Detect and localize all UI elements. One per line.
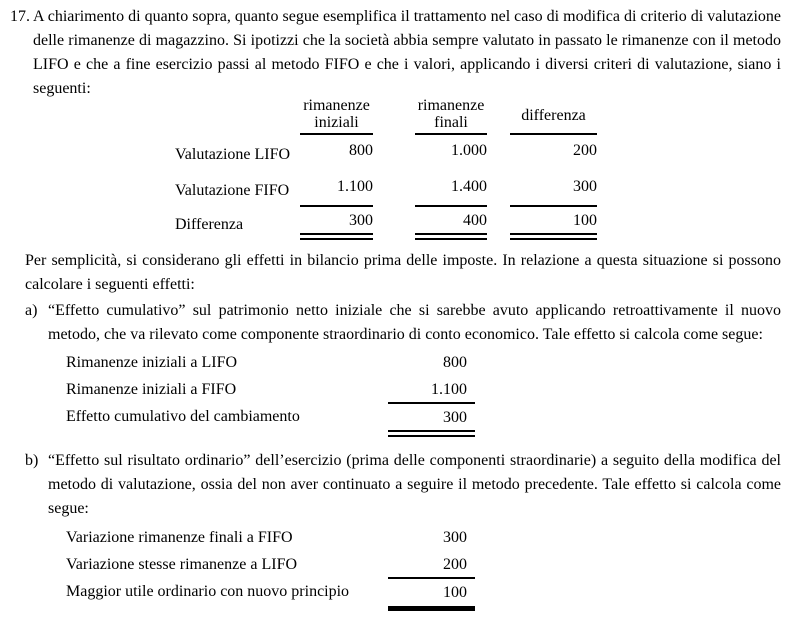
paragraph-effetti-intro: Per semplicità, si considerano gli effetti in bilancio prima delle imposte. In relazione a questa situazione si possono calcolare i seguenti effetti: xyxy=(25,252,781,293)
header-line: iniziali xyxy=(314,114,359,131)
item-17-text: A chiarimento di quanto sopra, quanto segue esemplifica il trattamento nel caso di modifica di criterio di valutazione delle rimanenze di magazzino. Si ipotizzi che la società abbia sempre valutato in passato le rimanenze con il metodo LIFO e che a fine esercizio passi al metodo FIFO e che i valori, applicando i diversi criteri di valutazione, siano i seguenti: xyxy=(33,8,781,97)
cell-value: 300 xyxy=(300,207,373,240)
row-label: Differenza xyxy=(175,216,244,233)
row-label: Rimanenze iniziali a FIFO xyxy=(66,381,237,398)
cumulative-effect-table xyxy=(66,350,789,437)
list-marker-b: b) xyxy=(25,452,39,469)
cell-value: 800 xyxy=(349,142,373,159)
valuation-table-header-row xyxy=(175,99,789,135)
cell-value: 1.100 xyxy=(300,171,373,207)
row-label: Rimanenze iniziali a LIFO xyxy=(66,354,238,371)
row-label: Effetto cumulativo del cambiamento xyxy=(66,408,300,425)
row-label: Valutazione FIFO xyxy=(175,182,290,199)
header-line: rimanenze xyxy=(417,97,485,114)
table-row-rimanenze-iniziali-lifo xyxy=(66,350,789,377)
cell-value: 300 xyxy=(443,529,467,546)
cell-value: 300 xyxy=(388,404,475,437)
cell-value: 200 xyxy=(388,552,475,579)
cell-value: 1.100 xyxy=(388,377,475,404)
table-row-rimanenze-iniziali-fifo xyxy=(66,377,789,404)
header-spacer xyxy=(175,99,300,135)
valuation-table xyxy=(175,99,789,240)
cell-value: 300 xyxy=(510,171,597,207)
header-line: rimanenze xyxy=(303,97,370,114)
list-item-a xyxy=(0,299,789,347)
header-line: finali xyxy=(434,114,468,131)
table-row-valutazione-fifo xyxy=(175,171,789,207)
cell-value: 100 xyxy=(388,579,475,611)
list-item-a-text: “Effetto cumulativo” sul patrimonio netto iniziale che si sarebbe avuto applicando retroattivamente il nuovo metodo, che va rilevato come componente straordinario di conto economico. Tale effetto si calcola come segue: xyxy=(48,302,781,343)
row-label: Valutazione LIFO xyxy=(175,146,291,163)
ordinary-result-table xyxy=(66,525,789,611)
table-row-maggior-utile xyxy=(66,579,789,611)
cell-value: 100 xyxy=(510,207,597,240)
table-row-differenza xyxy=(175,207,789,240)
cell-value: 800 xyxy=(443,354,467,371)
list-item-b-text: “Effetto sul risultato ordinario” dell’esercizio (prima delle componenti straordinarie) a seguito della modifica del metodo di valutazione, ossia del non aver continuato a seguire il metodo precedente. Tale effetto si calcola come segue: xyxy=(48,452,781,517)
table-row-valutazione-lifo xyxy=(175,135,789,171)
table-row-variazione-lifo xyxy=(66,552,789,579)
row-label: Maggior utile ordinario con nuovo principio xyxy=(66,583,350,600)
list-item-b xyxy=(0,449,789,521)
cell-value: 400 xyxy=(415,207,487,240)
col-header-rimanenze-iniziali xyxy=(300,99,373,135)
item-17-number: 17. xyxy=(10,8,30,25)
item-17 xyxy=(0,5,789,101)
row-label: Variazione rimanenze finali a FIFO xyxy=(66,529,293,546)
row-label: Variazione stesse rimanenze a LIFO xyxy=(66,556,298,573)
col-header-differenza xyxy=(510,99,597,135)
header-line: differenza xyxy=(521,106,586,124)
table-row-effetto-cumulativo xyxy=(66,404,789,437)
cell-value: 200 xyxy=(573,142,597,159)
table-row-variazione-fifo xyxy=(66,525,789,552)
cell-value: 1.000 xyxy=(451,142,487,159)
cell-value: 1.400 xyxy=(415,171,487,207)
col-header-rimanenze-finali xyxy=(415,99,487,135)
list-marker-a: a) xyxy=(25,302,38,319)
